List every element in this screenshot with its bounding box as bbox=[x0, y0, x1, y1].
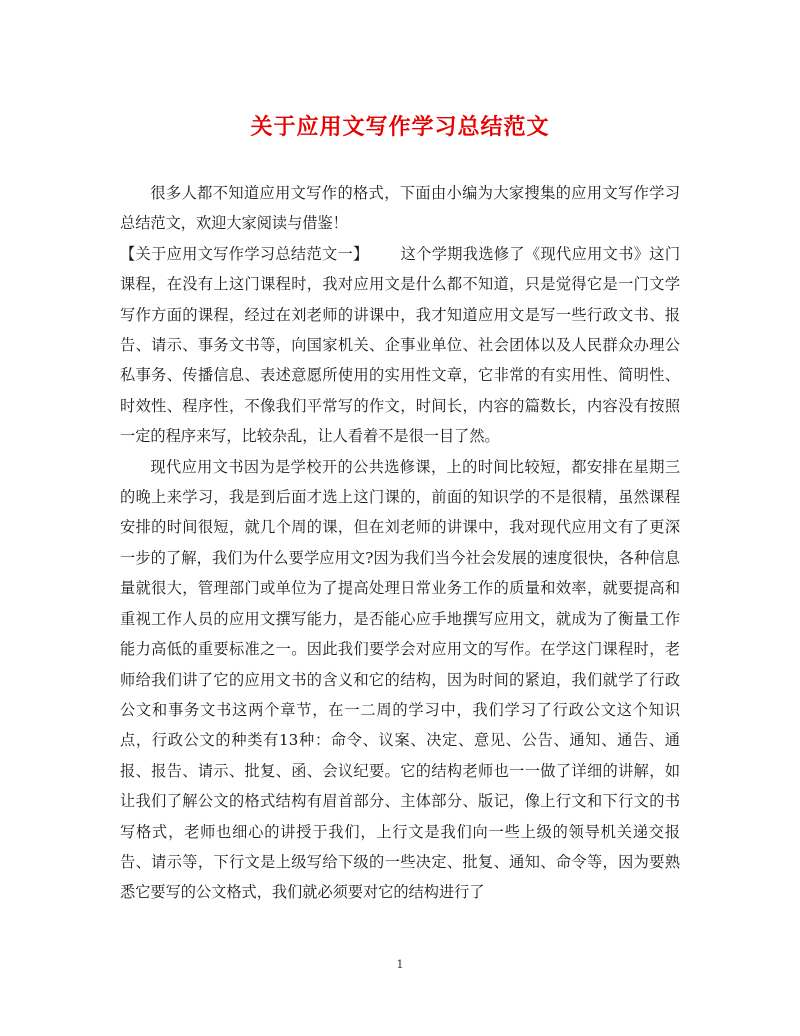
section1-heading: 【关于应用文写作学习总结范文一】 bbox=[120, 244, 369, 263]
page-number: 1 bbox=[396, 958, 404, 971]
section1-text: 这个学期我选修了《现代应用文书》这门课程，在没有上这门课程时，我对应用文是什么都不知道，只是觉得它是一门文学写作方面的课程，经过在刘老师的讲课中，我才知道应用文是写一些行政文书、报告、请示、事务文书等，向国家机关、企事业单位、社会团体以及人民群众办理公私事务、传播信息、表述意愿所使用的实用性文章，它非常的有实用性、简明性、时效性、程序性，不像我们平常写的作文，时间长，内容的篇数长，内容没有按照一定的程序来写，比较杂乱，让人看着不是很一目了然。 bbox=[120, 244, 681, 446]
intro-paragraph: 很多人都不知道应用文写作的格式，下面由小编为大家搜集的应用文写作学习总结范文，欢迎大家阅读与借鉴！ bbox=[120, 184, 680, 233]
document-title: 关于应用文写作学习总结范文 bbox=[250, 114, 550, 140]
body-paragraph-2: 现代应用文书因为是学校开的公共选修课，上的时间比较短，都安排在星期三的晚上来学习，我是到后面才选上这门课的，前面的知识学的不是很精，虽然课程安排的时间很短，就几个周的课，但在刘老师的讲课中，我对现代应用文有了更深一步的了解，我们为什么要学应用文?因为我们当今社会发展的速度很快，各种信息量就很大，管理部门或单位为了提高处理日常业务工作的质量和效率，就要提高和重视工作人员的应用文撰写能力，是否能心应手地撰写应用文，就成为了衡量工作能力高低的重要标准之一。因此我们要学会对应用文的写作。在学这门课程时，老师给我们讲了它的应用文书的含义和它的结构，因为时间的紧迫，我们就学了行政公文和事务文书这两个章节，在一二周的学习中，我们学习了行政公文这个知识点，行政公文的种类有13种：命令、议案、决定、意见、公告、通知、通告、通报、报告、请示、批复、函、会议纪要。它的结构老师也一一做了详细的讲解，如让我们了解公文的格式结构有眉首部分、主体部分、版记，像上行文和下行文的书写格式，老师也细心的讲授于我们，上行文是我们向一些上级的领导机关递交报告、请示等，下行文是上级写给下级的一些决定、批复、通知、命令等，因为要熟悉它要写的公文格式，我们就必须要对它的结构进行了 bbox=[120, 457, 680, 902]
section1-paragraph bbox=[120, 239, 680, 452]
document-body bbox=[120, 178, 680, 908]
